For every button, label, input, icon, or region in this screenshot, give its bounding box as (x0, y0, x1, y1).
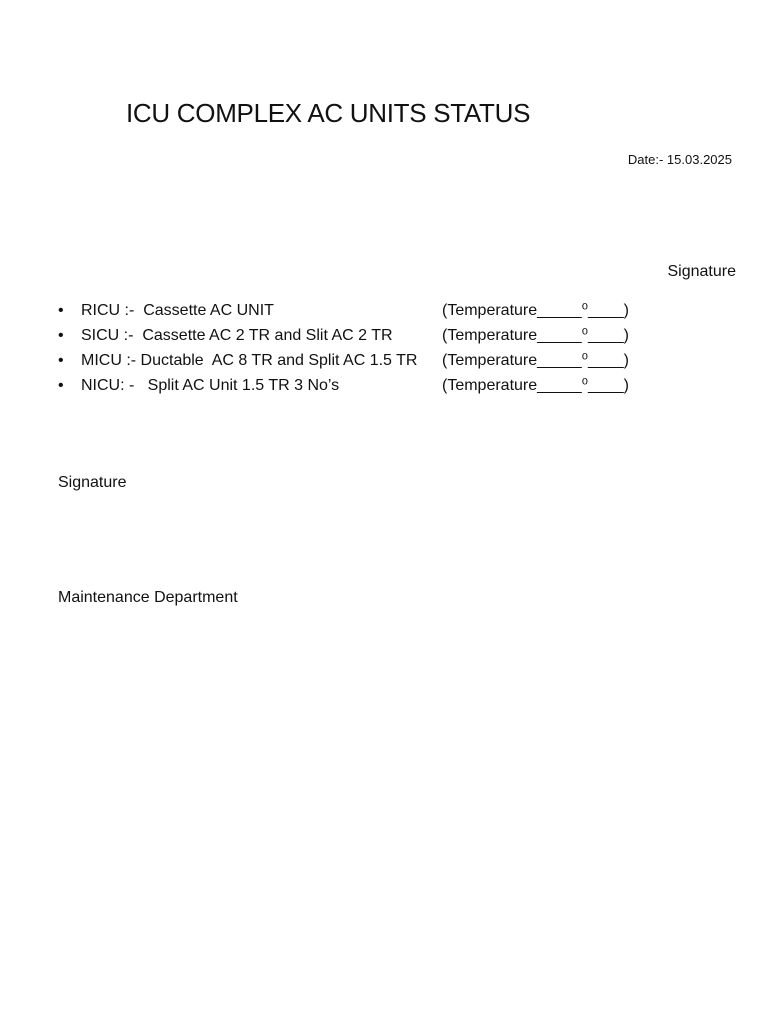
document-title: ICU COMPLEX AC UNITS STATUS (126, 98, 531, 128)
unit-label-sicu: SICU :- Cassette AC 2 TR and Slit AC 2 TR (81, 327, 393, 344)
bullet-icon: • (58, 377, 64, 394)
signature-label-right: Signature (667, 263, 736, 280)
bullet-icon: • (58, 302, 64, 319)
signature-label-left: Signature (58, 474, 127, 491)
bullet-icon: • (58, 327, 64, 344)
bullet-icon: • (58, 352, 64, 369)
temperature-field-nicu: (Temperature_____⁰____) (442, 377, 629, 394)
unit-label-nicu: NICU: - Split AC Unit 1.5 TR 3 No’s (81, 377, 340, 394)
department-label: Maintenance Department (58, 589, 238, 606)
unit-label-micu: MICU :- Ductable AC 8 TR and Split AC 1.5 TR (81, 352, 418, 369)
temperature-field-sicu: (Temperature_____⁰____) (442, 327, 629, 344)
unit-label-ricu: RICU :- Cassette AC UNIT (81, 302, 274, 319)
temperature-field-micu: (Temperature_____⁰____) (442, 352, 629, 369)
document-date: Date:- 15.03.2025 (627, 152, 732, 167)
temperature-field-ricu: (Temperature_____⁰____) (442, 302, 629, 319)
